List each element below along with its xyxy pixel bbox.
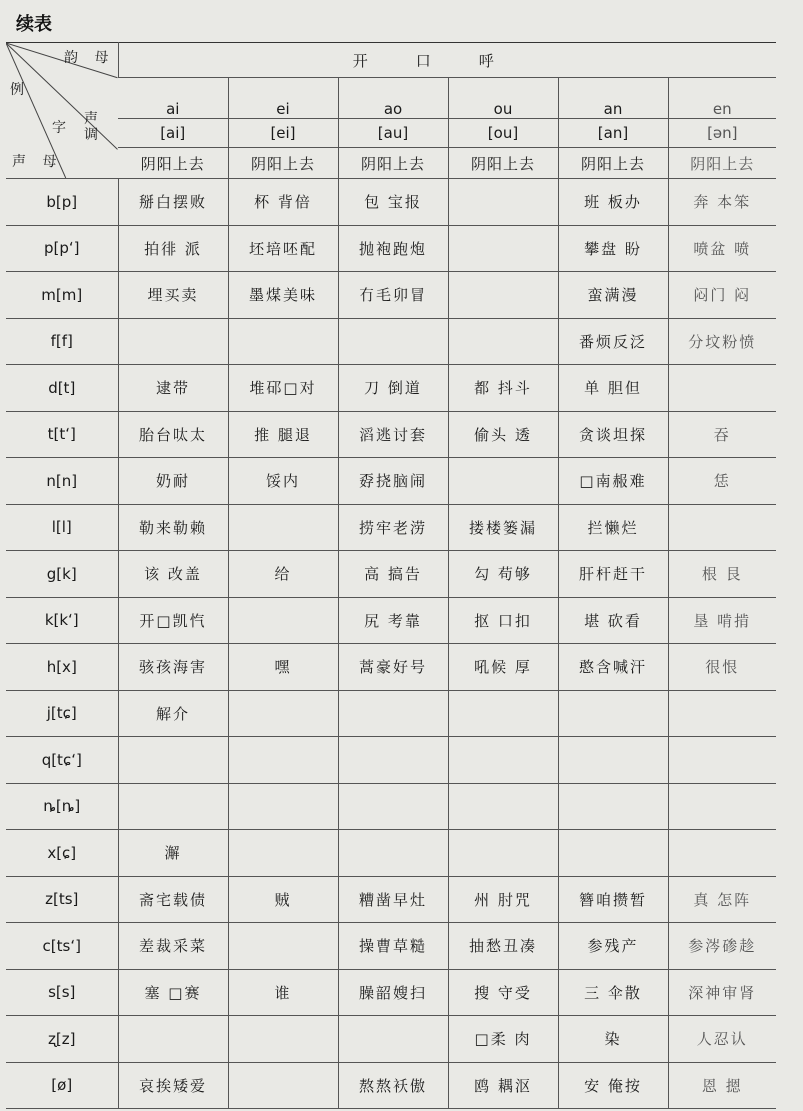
table-row [6, 923, 776, 970]
initial-cell: z[ts] [6, 876, 118, 923]
example-cell: 塞 □赛 [118, 969, 228, 1016]
example-cell [338, 830, 448, 877]
example-cell: 偷头 透 [448, 411, 558, 458]
corner-label-shengmu: 声 母 [12, 154, 63, 170]
tone-header: 阴阳上去 [228, 148, 338, 179]
initial-cell: h[x] [6, 644, 118, 691]
example-cell: 班 板办 [558, 179, 668, 226]
example-cell: 吼候 厚 [448, 644, 558, 691]
table-row [6, 458, 776, 505]
example-cell: 骇孩海害 [118, 644, 228, 691]
tone-header: 阴阳上去 [118, 148, 228, 179]
example-cell: 抽愁丑凑 [448, 923, 558, 970]
example-cell: 蛮满漫 [558, 272, 668, 319]
example-cell: 尻 考靠 [338, 597, 448, 644]
table-row [6, 225, 776, 272]
example-cell: 根 艮 [668, 551, 776, 598]
example-cell: 滔逃讨套 [338, 411, 448, 458]
initial-cell: n[n] [6, 458, 118, 505]
final-header: ai [118, 78, 228, 119]
example-cell: 杯 背倍 [228, 179, 338, 226]
example-cell [228, 1062, 338, 1109]
example-cell: 勒来勒赖 [118, 504, 228, 551]
example-cell [228, 690, 338, 737]
ipa-header: [ou] [448, 119, 558, 148]
example-cell: 拦懒烂 [558, 504, 668, 551]
example-cell [228, 830, 338, 877]
example-cell: 该 改盖 [118, 551, 228, 598]
example-cell [558, 783, 668, 830]
table-row [6, 179, 776, 226]
example-cell: 臊韶嫂扫 [338, 969, 448, 1016]
example-cell: 参残产 [558, 923, 668, 970]
example-cell [338, 783, 448, 830]
initial-cell: j[tɕ] [6, 690, 118, 737]
example-cell: 墨煤美味 [228, 272, 338, 319]
table-row [6, 365, 776, 412]
example-cell [448, 830, 558, 877]
example-cell: 攀盘 盼 [558, 225, 668, 272]
example-cell [558, 737, 668, 784]
example-cell: 坯培呸配 [228, 225, 338, 272]
tone-header: 阴阳上去 [668, 148, 776, 179]
example-cell: 恩 摁 [668, 1062, 776, 1109]
example-cell: 高 搞告 [338, 551, 448, 598]
table-row [6, 597, 776, 644]
example-cell [338, 737, 448, 784]
corner-label-yunmu: 韵 母 [64, 50, 115, 66]
example-cell: 贼 [228, 876, 338, 923]
example-cell: 奔 本笨 [668, 179, 776, 226]
initial-cell: ʐ[z] [6, 1016, 118, 1063]
example-cell: 染 [558, 1016, 668, 1063]
example-cell: 搜 守受 [448, 969, 558, 1016]
example-cell [668, 365, 776, 412]
initial-cell: q[tɕʻ] [6, 737, 118, 784]
example-cell: 糟凿早灶 [338, 876, 448, 923]
example-cell [668, 830, 776, 877]
example-cell: 单 胆但 [558, 365, 668, 412]
example-cell: 憨含喊汗 [558, 644, 668, 691]
example-cell [448, 458, 558, 505]
example-cell [448, 690, 558, 737]
example-cell [118, 318, 228, 365]
table-row [6, 504, 776, 551]
example-cell: 奶耐 [118, 458, 228, 505]
example-cell: 喷盆 喷 [668, 225, 776, 272]
example-cell [338, 318, 448, 365]
example-cell: 推 腿退 [228, 411, 338, 458]
corner-label-zi: 字 [52, 120, 66, 136]
example-cell [338, 690, 448, 737]
tone-header: 阴阳上去 [558, 148, 668, 179]
final-header: ou [448, 78, 558, 119]
example-cell: 闷门 闷 [668, 272, 776, 319]
table-row [6, 1062, 776, 1109]
example-cell: 馁内 [228, 458, 338, 505]
ipa-header: [ən] [668, 119, 776, 148]
example-cell: 真 怎阵 [668, 876, 776, 923]
initial-cell: p[pʻ] [6, 225, 118, 272]
example-cell: 鸥 耦沤 [448, 1062, 558, 1109]
example-cell: 冇毛卯冒 [338, 272, 448, 319]
example-cell: 哀挨矮爱 [118, 1062, 228, 1109]
initial-cell: k[kʻ] [6, 597, 118, 644]
initial-cell: t[tʻ] [6, 411, 118, 458]
table-row [6, 737, 776, 784]
corner-label-shengdiao: 声调 [84, 111, 98, 143]
example-cell: □柔 肉 [448, 1016, 558, 1063]
final-header: en [668, 78, 776, 119]
initial-cell: c[tsʻ] [6, 923, 118, 970]
table-row [6, 876, 776, 923]
example-cell: 堪 砍看 [558, 597, 668, 644]
ipa-header: [au] [338, 119, 448, 148]
category-header: 开口呼 [118, 43, 776, 78]
example-cell: 勾 苟够 [448, 551, 558, 598]
ipa-header: [an] [558, 119, 668, 148]
example-cell: 恁 [668, 458, 776, 505]
example-cell [668, 690, 776, 737]
example-cell: 孬挠脑闹 [338, 458, 448, 505]
initial-cell: s[s] [6, 969, 118, 1016]
table-row [6, 690, 776, 737]
example-cell [228, 737, 338, 784]
initial-cell: l[l] [6, 504, 118, 551]
example-cell [448, 737, 558, 784]
initial-cell: x[ɕ] [6, 830, 118, 877]
example-cell: 吞 [668, 411, 776, 458]
example-cell: 熬熬袄傲 [338, 1062, 448, 1109]
example-cell [228, 597, 338, 644]
example-cell: 肝杆赶干 [558, 551, 668, 598]
example-cell: 蒿豪好号 [338, 644, 448, 691]
example-cell: 逮带 [118, 365, 228, 412]
example-cell [668, 504, 776, 551]
initial-cell: [ø] [6, 1062, 118, 1109]
ipa-header: [ei] [228, 119, 338, 148]
example-cell: 都 抖斗 [448, 365, 558, 412]
table-row [6, 551, 776, 598]
example-cell [118, 1016, 228, 1063]
example-cell [668, 737, 776, 784]
tone-header: 阴阳上去 [448, 148, 558, 179]
example-cell [448, 272, 558, 319]
example-cell [118, 783, 228, 830]
example-cell: 抠 口扣 [448, 597, 558, 644]
initial-cell: b[p] [6, 179, 118, 226]
example-cell: 嘿 [228, 644, 338, 691]
corner-header [6, 43, 118, 179]
example-cell: 捞牢老涝 [338, 504, 448, 551]
table-row [6, 318, 776, 365]
example-cell [228, 318, 338, 365]
example-cell: □南赧难 [558, 458, 668, 505]
table-row [6, 272, 776, 319]
example-cell: 分坟粉愤 [668, 318, 776, 365]
final-header: ao [338, 78, 448, 119]
initial-cell: ȵ[ȵ] [6, 783, 118, 830]
example-cell: 刀 倒道 [338, 365, 448, 412]
syllable-table [6, 42, 776, 1109]
example-cell: 解介 [118, 690, 228, 737]
example-cell [118, 737, 228, 784]
example-cell: 操曹草糙 [338, 923, 448, 970]
final-header: ei [228, 78, 338, 119]
example-cell: 拍徘 派 [118, 225, 228, 272]
page-title: 续表 [16, 14, 52, 35]
example-cell: 埋买卖 [118, 272, 228, 319]
initial-cell: m[m] [6, 272, 118, 319]
example-cell: 斋宅载债 [118, 876, 228, 923]
table-row [6, 969, 776, 1016]
example-cell: 番烦反泛 [558, 318, 668, 365]
example-cell: 搂楼篓漏 [448, 504, 558, 551]
example-cell: 开□凯忾 [118, 597, 228, 644]
example-cell: 给 [228, 551, 338, 598]
example-cell: 安 俺按 [558, 1062, 668, 1109]
example-cell: 包 宝报 [338, 179, 448, 226]
corner-label-li: 例 [10, 82, 24, 98]
table-row [6, 783, 776, 830]
example-cell: 州 肘咒 [448, 876, 558, 923]
example-cell [228, 783, 338, 830]
initial-cell: g[k] [6, 551, 118, 598]
example-cell: 掰白摆败 [118, 179, 228, 226]
example-cell [448, 783, 558, 830]
table-row [6, 830, 776, 877]
example-cell [448, 318, 558, 365]
example-cell [558, 830, 668, 877]
example-cell [228, 1016, 338, 1063]
tone-header: 阴阳上去 [338, 148, 448, 179]
example-cell: 垦 啃掯 [668, 597, 776, 644]
example-cell: 参涔碜趁 [668, 923, 776, 970]
ipa-header: [ai] [118, 119, 228, 148]
example-cell: 深神审肾 [668, 969, 776, 1016]
example-cell [448, 225, 558, 272]
example-cell: 抛袍跑炮 [338, 225, 448, 272]
example-cell: 胎台呔太 [118, 411, 228, 458]
example-cell: 差裁采菜 [118, 923, 228, 970]
initial-cell: f[f] [6, 318, 118, 365]
table-row [6, 644, 776, 691]
table-row [6, 1016, 776, 1063]
example-cell: 澥 [118, 830, 228, 877]
example-cell [228, 923, 338, 970]
initial-cell: d[t] [6, 365, 118, 412]
example-cell: 很恨 [668, 644, 776, 691]
example-cell: 堆䂙□对 [228, 365, 338, 412]
example-cell: 三 伞散 [558, 969, 668, 1016]
table-row [6, 411, 776, 458]
example-cell: 簪咱攒暂 [558, 876, 668, 923]
example-cell [668, 783, 776, 830]
final-header: an [558, 78, 668, 119]
example-cell [228, 504, 338, 551]
example-cell: 贪谈坦探 [558, 411, 668, 458]
example-cell: 人忍认 [668, 1016, 776, 1063]
example-cell [558, 690, 668, 737]
example-cell [448, 179, 558, 226]
example-cell: 谁 [228, 969, 338, 1016]
example-cell [338, 1016, 448, 1063]
